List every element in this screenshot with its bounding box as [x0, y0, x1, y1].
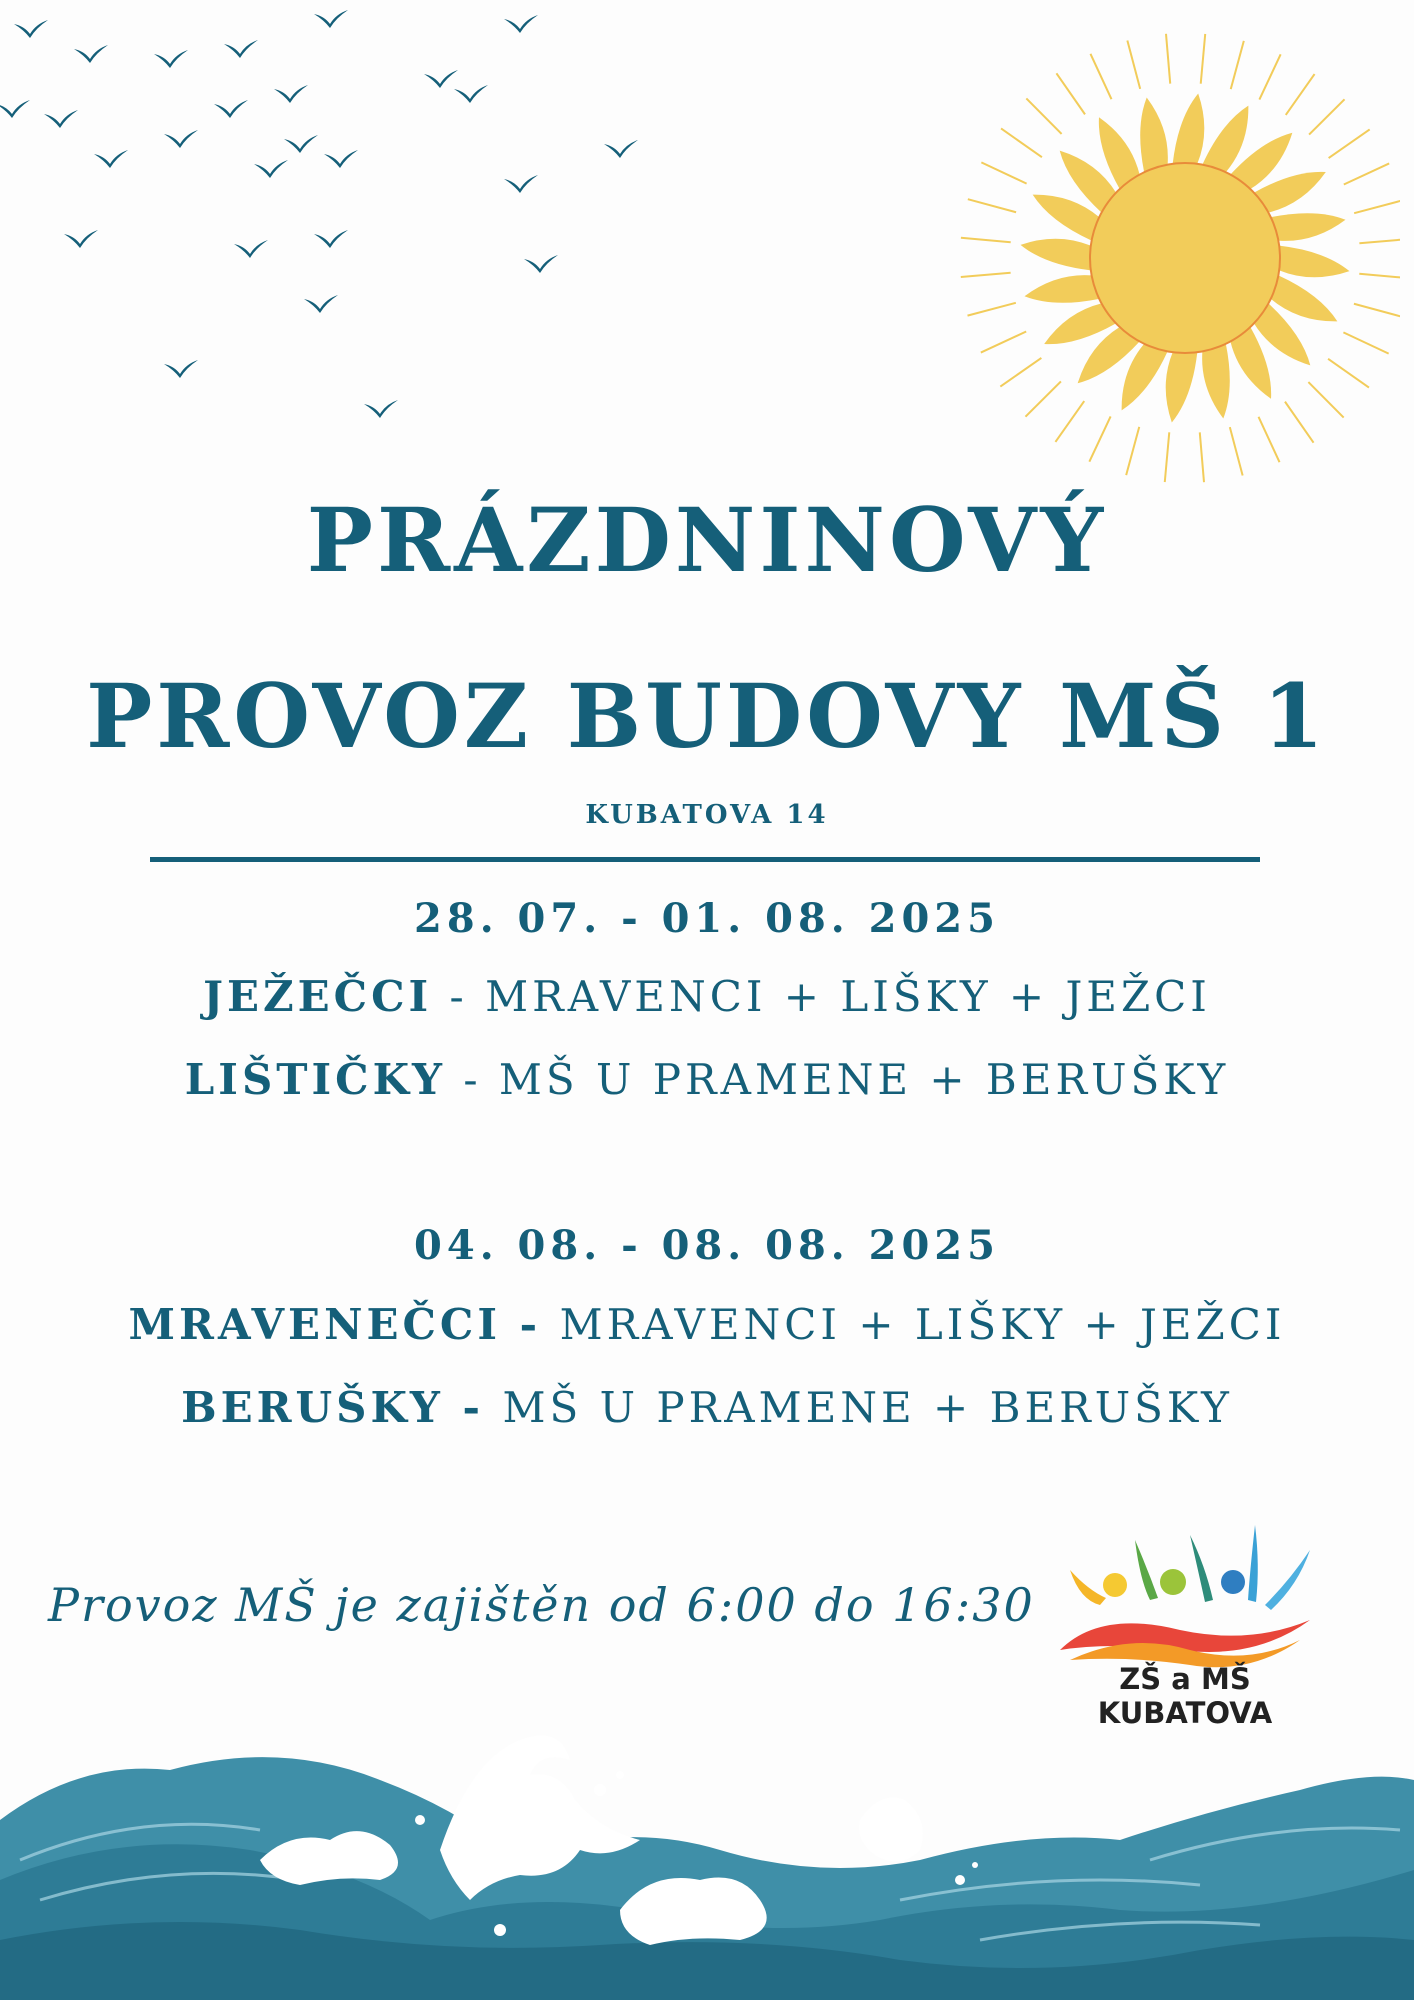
bird-icon	[154, 50, 188, 68]
bird-icon	[504, 175, 538, 193]
bird-icon	[94, 150, 128, 168]
sun-ray-thin	[1165, 432, 1169, 482]
group-name: JEŽEČCI	[203, 972, 433, 1021]
bird-icon	[524, 255, 558, 273]
period-2-assignment-1	[0, 1300, 1414, 1349]
sun-ray-thin	[981, 162, 1026, 183]
period-1-date: 28. 07. - 01. 08. 2025	[414, 895, 1000, 942]
bird-icon	[64, 230, 98, 248]
bird-icon	[0, 100, 30, 118]
sun-ray-thin	[1230, 427, 1243, 475]
sun-icon	[920, 20, 1400, 520]
group-detail: MŠ U PRAMENE + BERUŠKY	[498, 1055, 1230, 1104]
title-divider	[150, 857, 1260, 862]
separator: -	[432, 972, 486, 1021]
bird-icon	[314, 10, 348, 28]
sun-ray-thin	[968, 199, 1016, 212]
sun-ray-thin	[968, 303, 1016, 316]
group-detail: MRAVENCI + LIŠKY + JEŽCI	[485, 972, 1211, 1021]
bird-icon	[74, 45, 108, 63]
bird-icon	[304, 295, 338, 313]
sun-ray-thin	[1286, 74, 1315, 115]
bird-icon	[224, 40, 258, 58]
bird-icon	[284, 135, 318, 153]
sun-ray	[1173, 94, 1205, 164]
sun-ray-thin	[1166, 34, 1170, 84]
bird-icon	[424, 70, 458, 88]
sun-ray-thin	[1344, 163, 1389, 184]
sun-ray-thin	[961, 238, 1011, 242]
group-detail: MŠ U PRAMENE + BERUŠKY	[502, 1383, 1233, 1432]
group-name: LIŠTIČKY	[184, 1055, 446, 1104]
period-2-assignment-2	[0, 1383, 1414, 1432]
sun-ray-thin	[1259, 417, 1280, 462]
sun-ray-thin	[1259, 54, 1280, 99]
sun-ray	[1271, 213, 1346, 241]
sun-ray	[1033, 195, 1100, 241]
bird-icon	[504, 15, 538, 33]
sun-ray	[1271, 275, 1338, 321]
bird-icon	[234, 240, 268, 258]
sun-ray-thin	[1329, 129, 1370, 158]
period-1-assignment-1	[0, 972, 1414, 1021]
sun-ray	[1202, 344, 1230, 419]
bird-icon	[164, 130, 198, 148]
separator: -	[500, 1300, 560, 1349]
sun-ray-thin	[1127, 41, 1140, 89]
sun-ray-thin	[1126, 427, 1139, 475]
sun-ray-thin	[1001, 128, 1042, 157]
bird-icon	[164, 360, 198, 378]
sun-ray-thin	[1309, 99, 1344, 134]
page-title-line-2: PROVOZ BUDOVY MŠ 1	[86, 664, 1328, 768]
sun-ray-thin	[1025, 381, 1060, 416]
sun-ray	[1021, 239, 1091, 271]
sun-ray-thin	[1089, 416, 1110, 461]
bird-icon	[254, 160, 288, 178]
sun-ray-thin	[1359, 274, 1400, 278]
sun-ray	[1025, 275, 1100, 303]
opening-hours-note: Provoz MŠ je zajištěn od 6:00 do 16:30	[48, 1578, 1035, 1632]
sun-ray-thin	[1328, 359, 1369, 388]
sun-ray	[1279, 246, 1349, 278]
group-detail: MRAVENCI + LIŠKY + JEŽCI	[559, 1300, 1286, 1349]
group-name: MRAVENEČCI	[128, 1300, 501, 1349]
sun-ray-thin	[1055, 401, 1084, 442]
sun-ray-thin	[1285, 402, 1314, 443]
sun-ray-thin	[1201, 34, 1205, 84]
bird-icon	[604, 140, 638, 158]
sun-ray-thin	[1200, 432, 1204, 482]
sun-ray-thin	[1308, 382, 1343, 417]
bird-icon	[214, 100, 248, 118]
sun-ray-thin	[1354, 200, 1400, 213]
bird-icon	[324, 150, 358, 168]
birds-flock-icon	[0, 0, 700, 440]
sun-ray-thin	[1056, 73, 1085, 114]
bird-icon	[314, 230, 348, 248]
page-title-line-1: PRÁZDNINOVÝ	[306, 488, 1108, 592]
period-2-date: 04. 08. - 08. 08. 2025	[414, 1222, 1000, 1269]
sun-ray-thin	[1343, 332, 1388, 353]
sun-ray-thin	[1359, 239, 1400, 243]
sun-ray	[1122, 344, 1168, 411]
sun-ray-thin	[1090, 54, 1111, 99]
bird-icon	[454, 85, 488, 103]
school-logo-text: ZŠ a MŠ KUBATOVA	[1097, 1662, 1273, 1730]
sun-ray	[1140, 98, 1168, 173]
separator: -	[445, 1055, 499, 1104]
ocean-waves-icon	[0, 1680, 1414, 2000]
bird-icon	[274, 85, 308, 103]
sun-ray-thin	[961, 273, 1011, 277]
bird-icon	[364, 400, 398, 418]
period-1-assignment-2	[0, 1055, 1414, 1104]
separator: -	[443, 1383, 503, 1432]
sun-ray-thin	[1000, 358, 1041, 387]
sun-ray	[1166, 352, 1198, 422]
sun-ray-thin	[1231, 41, 1244, 89]
sun-ray-thin	[1354, 304, 1400, 317]
sun-ray-thin	[1026, 98, 1061, 133]
group-name: BERUŠKY	[181, 1383, 444, 1432]
bird-icon	[14, 20, 48, 38]
address-subtitle: KUBATOVA 14	[585, 800, 829, 830]
bird-icon	[44, 110, 78, 128]
sun-ray	[1202, 106, 1248, 173]
sun-ray-thin	[981, 332, 1026, 353]
